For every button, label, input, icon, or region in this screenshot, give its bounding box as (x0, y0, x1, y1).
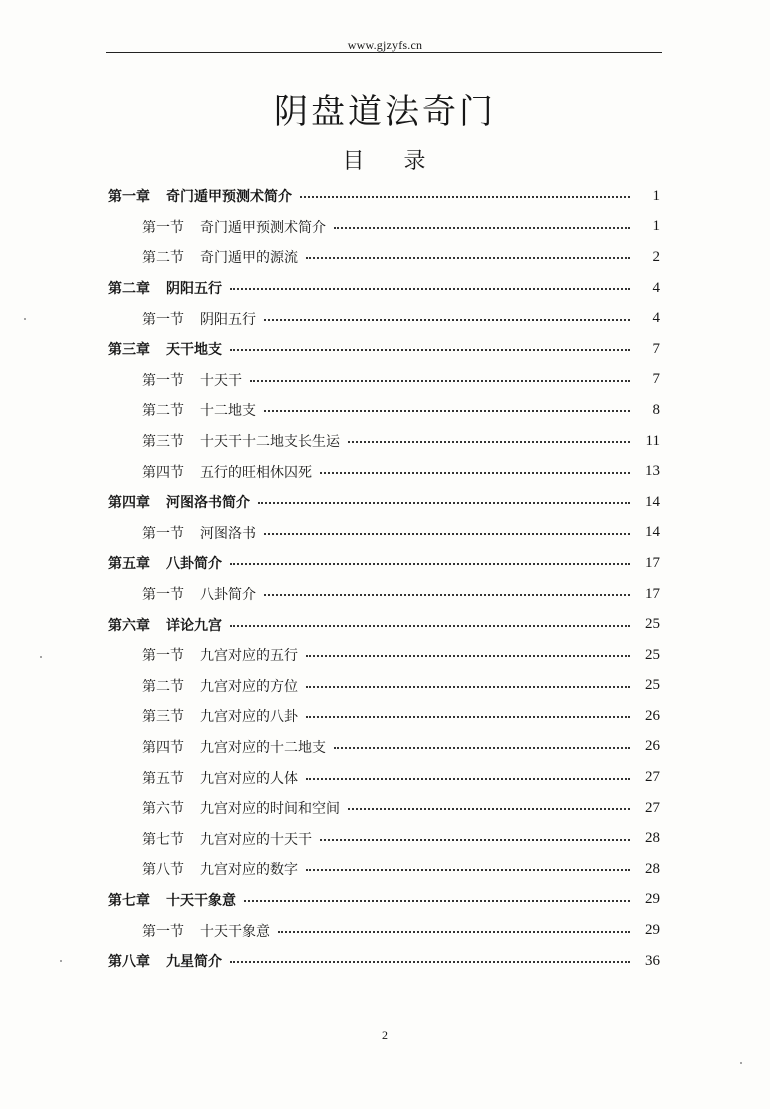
toc-section-entry (108, 701, 660, 732)
toc-entry-number: 第二章 (108, 281, 150, 298)
toc-section-entry (108, 426, 660, 457)
toc-entry-number: 第四节 (142, 464, 184, 481)
toc-entry-number: 第一节 (142, 525, 184, 542)
dot-leader (306, 778, 630, 780)
toc-entry-page: 2 (652, 248, 660, 265)
toc-entry-page: 26 (645, 707, 660, 724)
toc-entry-title: 阴阳五行 (166, 281, 222, 298)
toc-entry-number: 第三节 (142, 434, 184, 451)
toc-entry-number: 第一节 (142, 219, 184, 236)
toc-chapter-entry (108, 273, 660, 304)
toc-entry-number: 第七章 (108, 892, 150, 909)
toc-entry-title: 十天干象意 (200, 923, 270, 940)
book-title: 阴盘道法奇门 (274, 92, 496, 132)
toc-entry-page: 29 (645, 891, 660, 908)
toc-section-entry (108, 793, 660, 824)
toc-entry-title: 九宫对应的时间和空间 (200, 801, 340, 818)
toc-entry-number: 第七节 (142, 831, 184, 848)
toc-entry-title: 五行的旺相休囚死 (200, 464, 312, 481)
toc-entry-number: 第四章 (108, 495, 150, 512)
toc-entry-title: 八卦简介 (200, 587, 256, 604)
toc-entry-title: 八卦简介 (166, 556, 222, 573)
dot-leader (306, 869, 630, 871)
toc-entry-title: 九宫对应的人体 (200, 770, 298, 787)
toc-section-entry (108, 671, 660, 702)
toc-entry-title: 九宫对应的十二地支 (200, 739, 326, 756)
dot-leader (334, 747, 630, 749)
toc-chapter-entry (108, 609, 660, 640)
toc-chapter-entry (108, 334, 660, 365)
dot-leader (320, 839, 630, 841)
toc-entry-page: 4 (652, 279, 660, 296)
page-number: 2 (382, 1028, 388, 1042)
header-site-url: www.gjzyfs.cn (347, 38, 423, 52)
toc-section-entry (108, 456, 660, 487)
toc-entry-page: 4 (652, 310, 660, 327)
toc-entry-page: 25 (645, 646, 660, 663)
toc-section-entry (108, 915, 660, 946)
dot-leader (320, 472, 630, 474)
toc-entry-number: 第六章 (108, 617, 150, 634)
toc-entry-page: 27 (645, 769, 660, 786)
dot-leader (264, 533, 630, 535)
toc-entry-number: 第五章 (108, 556, 150, 573)
dot-leader (300, 196, 630, 198)
toc-entry-page: 1 (652, 187, 660, 204)
toc-entry-page: 7 (652, 371, 660, 388)
toc-entry-title: 十天干十二地支长生运 (200, 434, 340, 451)
toc-entry-page: 29 (645, 922, 660, 939)
dot-leader (230, 288, 630, 290)
table-of-contents (108, 181, 660, 976)
toc-chapter-entry (108, 885, 660, 916)
toc-heading: 目 录 (342, 149, 428, 174)
toc-entry-number: 第一节 (142, 923, 184, 940)
scan-speck (60, 960, 62, 962)
dot-leader (230, 961, 630, 963)
dot-leader (258, 502, 630, 504)
dot-leader (264, 319, 630, 321)
toc-entry-page: 26 (645, 738, 660, 755)
toc-chapter-entry (108, 181, 660, 212)
toc-entry-number: 第二节 (142, 403, 184, 420)
dot-leader (334, 227, 630, 229)
dot-leader (264, 410, 630, 412)
toc-entry-title: 十天干 (200, 372, 242, 389)
dot-leader (306, 686, 630, 688)
toc-section-entry (108, 732, 660, 763)
toc-entry-number: 第六节 (142, 801, 184, 818)
toc-entry-number: 第五节 (142, 770, 184, 787)
toc-section-entry (108, 518, 660, 549)
toc-entry-number: 第一节 (142, 372, 184, 389)
toc-entry-title: 奇门遁甲预测术简介 (166, 189, 292, 206)
toc-section-entry (108, 303, 660, 334)
header-rule (106, 52, 662, 53)
toc-section-entry (108, 579, 660, 610)
toc-entry-number: 第三章 (108, 342, 150, 359)
dot-leader (306, 655, 630, 657)
toc-entry-title: 九星简介 (166, 954, 222, 971)
toc-entry-title: 九宫对应的数字 (200, 862, 298, 879)
toc-entry-title: 九宫对应的十天干 (200, 831, 312, 848)
toc-entry-title: 十二地支 (200, 403, 256, 420)
toc-entry-number: 第一节 (142, 587, 184, 604)
toc-section-entry (108, 762, 660, 793)
toc-section-entry (108, 212, 660, 243)
toc-entry-title: 河图洛书 (200, 525, 256, 542)
toc-entry-number: 第八节 (142, 862, 184, 879)
toc-chapter-entry (108, 548, 660, 579)
dot-leader (250, 380, 630, 382)
dot-leader (244, 900, 630, 902)
toc-entry-page: 8 (652, 401, 660, 418)
toc-entry-title: 九宫对应的方位 (200, 678, 298, 695)
toc-entry-number: 第二节 (142, 250, 184, 267)
toc-entry-number: 第一章 (108, 189, 150, 206)
toc-entry-title: 十天干象意 (166, 892, 236, 909)
toc-entry-page: 13 (645, 463, 660, 480)
toc-section-entry (108, 640, 660, 671)
dot-leader (230, 625, 630, 627)
toc-entry-title: 详论九宫 (166, 617, 222, 634)
scan-speck (740, 1062, 742, 1064)
toc-entry-page: 7 (652, 340, 660, 357)
toc-entry-number: 第三节 (142, 709, 184, 726)
dot-leader (230, 349, 630, 351)
dot-leader (348, 441, 630, 443)
toc-entry-title: 奇门遁甲预测术简介 (200, 219, 326, 236)
toc-entry-page: 36 (645, 952, 660, 969)
toc-entry-title: 九宫对应的五行 (200, 648, 298, 665)
dot-leader (306, 716, 630, 718)
toc-entry-number: 第二节 (142, 678, 184, 695)
toc-entry-title: 九宫对应的八卦 (200, 709, 298, 726)
toc-entry-page: 11 (645, 432, 660, 449)
toc-entry-page: 25 (645, 677, 660, 694)
toc-entry-page: 14 (645, 524, 660, 541)
toc-entry-title: 河图洛书简介 (166, 495, 250, 512)
toc-entry-page: 25 (645, 616, 660, 633)
toc-entry-title: 阴阳五行 (200, 311, 256, 328)
toc-entry-number: 第一节 (142, 648, 184, 665)
toc-entry-page: 17 (645, 585, 660, 602)
dot-leader (306, 257, 630, 259)
toc-entry-page: 1 (652, 218, 660, 235)
scan-speck (40, 656, 42, 658)
toc-entry-title: 天干地支 (166, 342, 222, 359)
toc-section-entry (108, 823, 660, 854)
dot-leader (278, 931, 630, 933)
dot-leader (230, 563, 630, 565)
toc-chapter-entry (108, 946, 660, 977)
dot-leader (264, 594, 630, 596)
toc-chapter-entry (108, 487, 660, 518)
toc-entry-number: 第四节 (142, 739, 184, 756)
toc-section-entry (108, 365, 660, 396)
toc-entry-page: 27 (645, 799, 660, 816)
scan-speck (24, 318, 26, 320)
toc-section-entry (108, 242, 660, 273)
toc-entry-page: 28 (645, 860, 660, 877)
toc-section-entry (108, 395, 660, 426)
toc-entry-title: 奇门遁甲的源流 (200, 250, 298, 267)
toc-entry-page: 14 (645, 493, 660, 510)
toc-entry-page: 28 (645, 830, 660, 847)
toc-section-entry (108, 854, 660, 885)
toc-entry-number: 第八章 (108, 954, 150, 971)
toc-entry-number: 第一节 (142, 311, 184, 328)
toc-entry-page: 17 (645, 554, 660, 571)
dot-leader (348, 808, 630, 810)
